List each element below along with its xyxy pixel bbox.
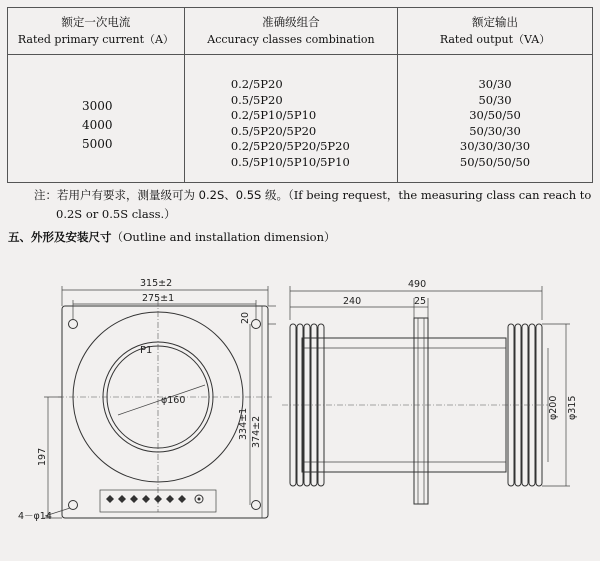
terminal-marker bbox=[178, 495, 186, 503]
rated-output: 50/30/30 bbox=[469, 123, 521, 138]
dim-240: 240 bbox=[343, 296, 362, 307]
header-zh: 准确级组合 bbox=[262, 15, 320, 29]
section-heading-en: （Outline and installation dimension） bbox=[111, 230, 336, 244]
note-en-line2: 0.2S or 0.5S class.） bbox=[56, 207, 176, 221]
label-p1: P1 bbox=[140, 345, 153, 356]
terminal-marker bbox=[118, 495, 126, 503]
current-value: 4000 bbox=[82, 118, 113, 132]
rated-output: 30/30/30/30 bbox=[459, 139, 531, 154]
dim-490: 490 bbox=[408, 279, 427, 290]
note-en-line1: （If being request，the measuring class can reach to bbox=[288, 188, 592, 202]
side-view bbox=[282, 279, 578, 504]
accuracy-class: 0.2/5P10/5P10 bbox=[230, 108, 317, 123]
accuracy-class: 0.5/5P20 bbox=[230, 92, 283, 107]
header-zh: 额定一次电流 bbox=[61, 15, 131, 29]
dim-275: 275±1 bbox=[142, 293, 175, 304]
dim-334: 334±1 bbox=[238, 407, 249, 440]
header-en: Rated primary current（A） bbox=[17, 33, 174, 46]
front-view bbox=[18, 278, 276, 522]
dim-phi200: φ200 bbox=[548, 395, 559, 420]
mounting-hole bbox=[69, 320, 78, 329]
mounting-flange bbox=[414, 318, 428, 504]
header-en: Rated output（VA） bbox=[439, 33, 551, 46]
ground-terminal-center bbox=[198, 498, 201, 501]
dim-hole: 4－φ14 bbox=[18, 511, 52, 522]
dim-374: 374±2 bbox=[251, 415, 262, 448]
terminal-marker bbox=[106, 495, 114, 503]
dim-197: 197 bbox=[37, 447, 48, 466]
dim-phi160: φ160 bbox=[161, 395, 186, 406]
current-value: 5000 bbox=[82, 137, 113, 151]
terminal-marker bbox=[166, 495, 174, 503]
dim-phi315: φ315 bbox=[567, 395, 578, 420]
current-value: 3000 bbox=[82, 99, 113, 113]
accuracy-class: 0.2/5P20/5P20/5P20 bbox=[230, 139, 350, 154]
dim-20: 20 bbox=[240, 311, 251, 324]
header-zh: 额定输出 bbox=[472, 15, 519, 29]
accuracy-class: 0.2/5P20 bbox=[230, 77, 283, 91]
section-heading-zh: 五、外形及安装尺寸 bbox=[8, 230, 112, 244]
mounting-hole bbox=[252, 501, 261, 510]
terminal-marker bbox=[130, 495, 138, 503]
terminal-marker bbox=[154, 495, 162, 503]
rated-output: 30/50/50 bbox=[469, 108, 521, 123]
rated-output: 50/30 bbox=[478, 92, 512, 107]
dim-25: 25 bbox=[414, 296, 427, 307]
note-zh: 注：若用户有要求，测量级可为 0.2S、0.5S 级。 bbox=[34, 188, 288, 202]
mounting-hole bbox=[252, 320, 261, 329]
terminal-row bbox=[106, 495, 203, 503]
rated-output: 50/50/50/50 bbox=[459, 154, 531, 169]
terminal-marker bbox=[142, 495, 150, 503]
rated-output: 30/30 bbox=[478, 77, 512, 91]
header-en: Accuracy classes combination bbox=[207, 33, 375, 46]
accuracy-class: 0.5/5P10/5P10/5P10 bbox=[230, 154, 350, 169]
dim-315: 315±2 bbox=[140, 278, 173, 289]
accuracy-class: 0.5/5P20/5P20 bbox=[230, 123, 317, 138]
